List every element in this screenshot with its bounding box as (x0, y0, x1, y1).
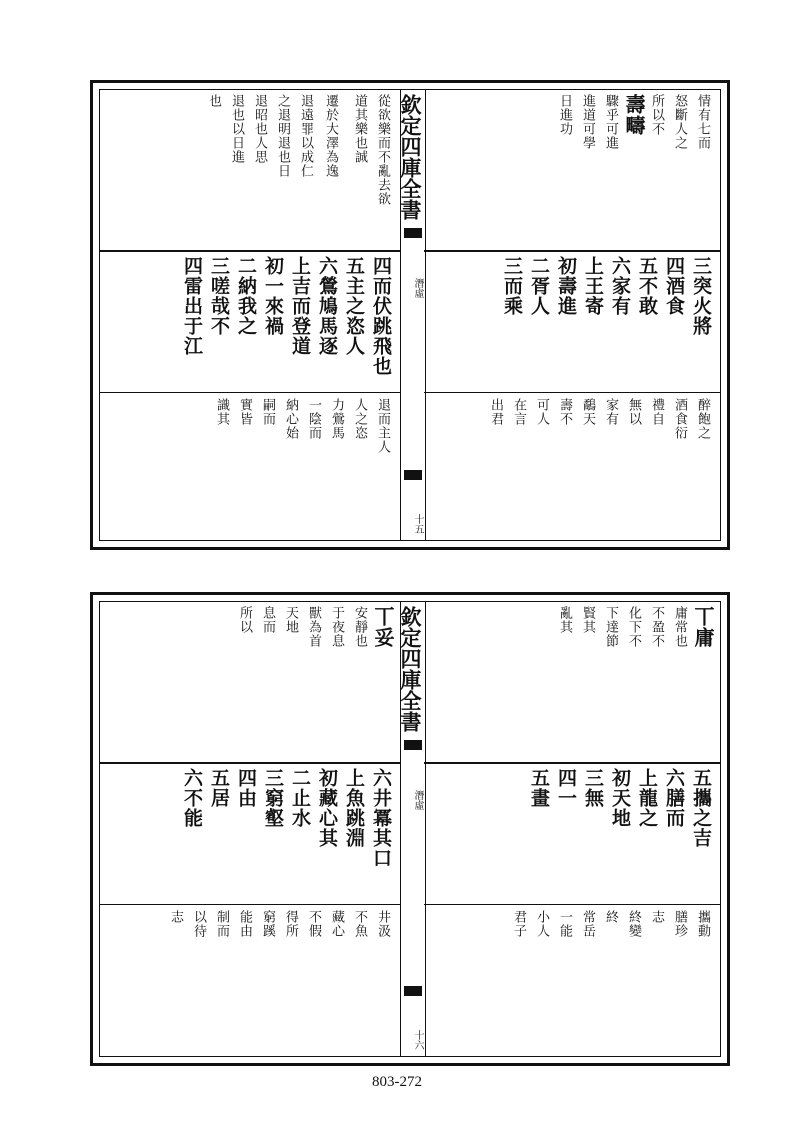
text-column: 所以 (237, 606, 252, 634)
text-column: 道其樂也誠 (352, 94, 367, 164)
text-column: 能由 (237, 910, 252, 938)
fish-tail-mark (404, 740, 422, 750)
text-column: 也 (206, 94, 221, 108)
line-text: 上王寄 (582, 256, 604, 316)
line-text: 上龍之 (636, 768, 658, 828)
line-text: 四而伏跳飛也 (370, 256, 392, 376)
upper-text-block (106, 94, 394, 244)
page-top (90, 80, 730, 550)
fish-tail-mark (404, 986, 422, 996)
text-column: 退而主人 (375, 398, 390, 454)
text-column: 退昭也人思 (252, 94, 267, 164)
text-column: 亂其 (557, 606, 572, 634)
text-column: 嗣而 (260, 398, 275, 426)
center-gutter (400, 90, 426, 540)
book-title: 欽定四庫全書 (398, 94, 423, 220)
lower-text-block (430, 398, 714, 538)
page-frame (99, 601, 721, 1057)
book-title: 欽定四庫全書 (398, 606, 423, 732)
middle-text-block (430, 256, 714, 386)
line-text: 六膳而 (663, 768, 685, 828)
line-text: 五不敢 (636, 256, 658, 316)
text-column: 終變 (626, 910, 641, 938)
text-column: 常岳 (580, 910, 595, 938)
line-text: 上魚跳淵 (343, 768, 365, 848)
text-column: 識其 (214, 398, 229, 426)
section-rule (424, 392, 720, 393)
text-column: 不假 (306, 910, 321, 938)
text-column: 不盈不 (649, 606, 664, 648)
fish-tail-mark (404, 470, 422, 480)
line-text: 四一 (555, 768, 577, 808)
text-column: 藏心 (329, 910, 344, 938)
text-column: 納心始 (283, 398, 298, 440)
text-column: 進道可學 (580, 94, 595, 150)
text-column: 安靜也 (352, 606, 367, 648)
line-text: 三而乘 (501, 256, 523, 316)
section-rule (424, 250, 720, 252)
middle-text-block (106, 256, 394, 386)
line-text: 初壽進 (555, 256, 577, 316)
text-column: 君子 (511, 910, 526, 938)
text-column: 可人 (534, 398, 549, 426)
line-text: 三突火將 (690, 256, 712, 336)
folio-number: 十五 (412, 514, 423, 534)
section-heading: 丅妥 (371, 606, 395, 648)
text-column: 終 (603, 910, 618, 924)
text-column: 從欲樂而不亂去欲 (375, 94, 390, 206)
section-rule (100, 762, 400, 764)
line-text: 四由 (235, 768, 257, 808)
section-rule (424, 904, 720, 905)
text-column: 窮蹊 (260, 910, 275, 938)
line-text: 四雷出于江 (181, 256, 203, 356)
text-column: 攜動 (695, 910, 710, 938)
text-column: 天地 (283, 606, 298, 634)
center-gutter (400, 602, 426, 1056)
line-text: 初藏心其 (316, 768, 338, 848)
text-column: 酒食衍 (672, 398, 687, 440)
text-column: 息而 (260, 606, 275, 634)
text-column: 力鶯馬 (329, 398, 344, 440)
lower-text-block (430, 910, 714, 1050)
text-column: 以待 (191, 910, 206, 938)
section-rule (100, 250, 400, 252)
text-column: 得所 (283, 910, 298, 938)
upper-text-block (106, 606, 394, 756)
text-column: 所以不 (649, 94, 664, 136)
line-text: 三嗟哉不 (208, 256, 230, 336)
line-text: 五攜之吉 (690, 768, 712, 848)
line-text: 二止水 (289, 768, 311, 828)
chapter-label: 潛虛 (412, 278, 423, 298)
line-text: 六鶯鳩馬逐 (316, 256, 338, 356)
right-half (424, 90, 720, 540)
text-column: 壽不 (557, 398, 572, 426)
line-text: 三無 (582, 768, 604, 808)
middle-text-block (430, 768, 714, 898)
line-text: 初天地 (609, 768, 631, 828)
text-column: 人之恣 (352, 398, 367, 440)
lower-text-block (106, 398, 394, 538)
page-frame (99, 89, 721, 541)
text-column: 出君 (488, 398, 503, 426)
text-column: 遷於大澤為逸 (323, 94, 338, 178)
section-rule (424, 762, 720, 764)
section-heading: 丅庸 (691, 606, 715, 648)
line-text: 五畫 (528, 768, 550, 808)
text-column: 禮自 (649, 398, 664, 426)
right-half (424, 602, 720, 1056)
left-half (100, 602, 400, 1056)
page-bottom (90, 592, 730, 1066)
section-rule (100, 392, 400, 393)
line-text: 五居 (208, 768, 230, 808)
text-column: 醉飽之 (695, 398, 710, 440)
text-column: 賢其 (580, 606, 595, 634)
text-column: 日進功 (557, 94, 572, 136)
text-column: 情有七而 (695, 94, 710, 150)
text-column: 下達節 (603, 606, 618, 648)
line-text: 四酒食 (663, 256, 685, 316)
section-heading: 壽疇 (622, 94, 646, 136)
upper-text-block (430, 94, 714, 244)
line-text: 五主之恣人 (343, 256, 365, 356)
line-text: 二胥人 (528, 256, 550, 316)
line-text: 上吉而登道 (289, 256, 311, 356)
text-column: 退也以日進 (229, 94, 244, 164)
text-column: 一陰而 (306, 398, 321, 440)
folio-number: 十六 (412, 1030, 423, 1050)
text-column: 志 (168, 910, 183, 924)
fish-tail-mark (404, 228, 422, 238)
line-text: 六不能 (181, 768, 203, 828)
chapter-label: 潛虛 (412, 790, 423, 810)
text-column: 志 (649, 910, 664, 924)
text-column: 井汲 (375, 910, 390, 938)
lower-text-block (106, 910, 394, 1050)
line-text: 二納我之 (235, 256, 257, 336)
text-column: 實皆 (237, 398, 252, 426)
text-column: 家有 (603, 398, 618, 426)
text-column: 之退明退也日 (275, 94, 290, 178)
text-column: 驟乎可進 (603, 94, 618, 150)
text-column: 獸為首 (306, 606, 321, 648)
text-column: 小人 (534, 910, 549, 938)
section-rule (100, 904, 400, 905)
line-text: 六家有 (609, 256, 631, 316)
text-column: 膳珍 (672, 910, 687, 938)
text-column: 鷸天 (580, 398, 595, 426)
text-column: 制而 (214, 910, 229, 938)
upper-text-block (430, 606, 714, 756)
line-text: 初一來禍 (262, 256, 284, 336)
left-half (100, 90, 400, 540)
text-column: 怒斷人之 (672, 94, 687, 150)
page-number-footer: 803-272 (372, 1074, 422, 1090)
text-column: 于夜息 (329, 606, 344, 648)
text-column: 一能 (557, 910, 572, 938)
text-column: 在言 (511, 398, 526, 426)
text-column: 不魚 (352, 910, 367, 938)
text-column: 庸常也 (672, 606, 687, 648)
line-text: 六井冪其口 (370, 768, 392, 868)
text-column: 退遠罪以成仁 (298, 94, 313, 178)
line-text: 三窮壑 (262, 768, 284, 828)
middle-text-block (106, 768, 394, 898)
text-column: 無以 (626, 398, 641, 426)
text-column: 化下不 (626, 606, 641, 648)
